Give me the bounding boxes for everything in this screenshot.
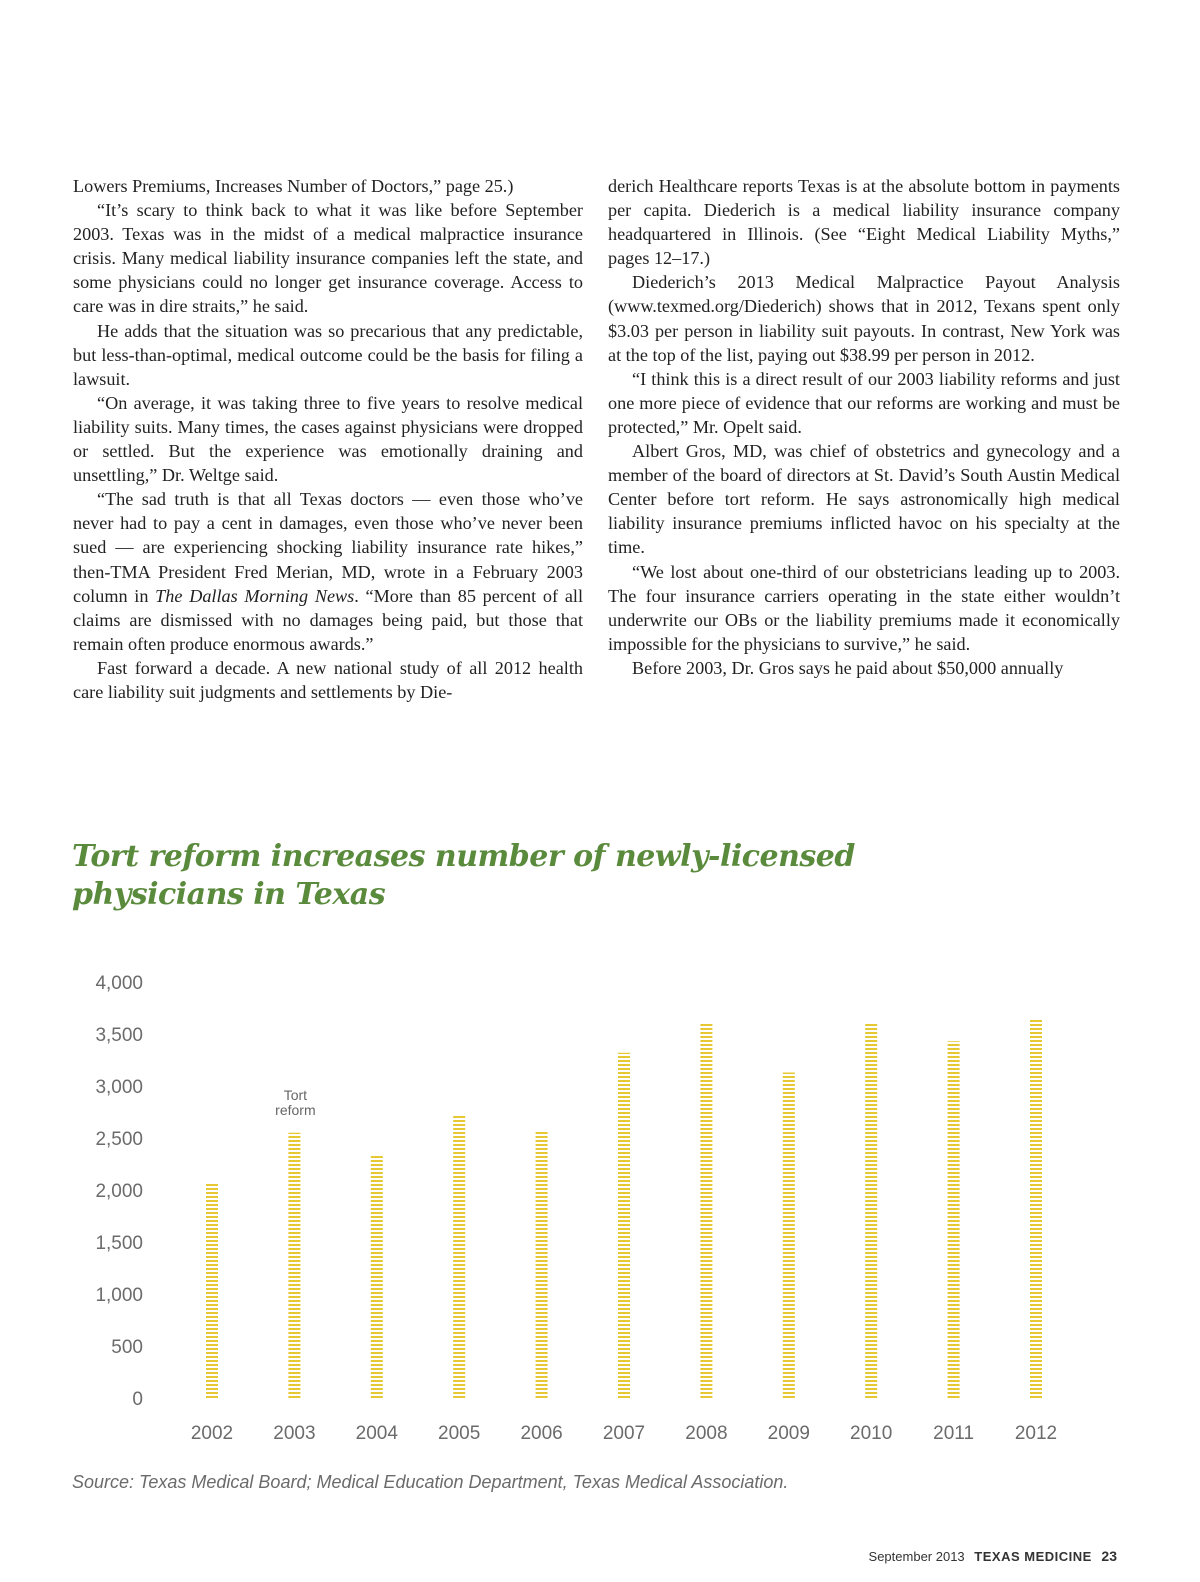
footer-magazine: TEXAS MEDICINE [974, 1549, 1092, 1564]
x-tick-label: 2008 [685, 1423, 728, 1444]
x-tick-label: 2002 [190, 1423, 234, 1444]
article-paragraph: derich Healthcare reports Texas is at the absolute bottom in payments per capita. Diederich is a medical liability insurance company headquartered in Illinois. (See “Eight Medical Liability Myths,” pages 12–17.) [608, 176, 1120, 269]
article-paragraph: Diederich’s 2013 Medical Malpractice Payout Analysis (www.texmed.org/Diederich) shows that in 2012, Texans spent only $3.03 per person in liability suit payouts. In contrast, New York was at the top of the list, paying out $38.99 per person in 2012. [608, 272, 1120, 365]
publication-title: The Dallas Morning News [155, 585, 355, 606]
y-tick-label: 3,500 [95, 1025, 143, 1046]
x-tick-label: 2007 [602, 1423, 646, 1444]
page-footer [869, 1548, 1117, 1564]
y-tick-label: 1,500 [95, 1233, 143, 1254]
chart-title: Tort reform increases number of newly-licensed physicians in Texas [72, 839, 855, 912]
y-tick-label: 0 [132, 1389, 143, 1410]
x-tick-label: 2010 [850, 1423, 893, 1444]
article-paragraph: He adds that the situation was so precarious that any predictable, but less-than-optimal, medical outcome could be the basis for filing a lawsuit. [73, 320, 583, 389]
tort-reform-annotation: Tort [283, 1086, 308, 1103]
article-paragraph: “On average, it was taking three to five years to resolve medical liability suits. Many times, the cases against physicians were dropped or settled. But the experience was emotionally draining and unsettling,” Dr. Weltge said. [73, 392, 583, 486]
chart-source: Source: Texas Medical Board; Medical Education Department, Texas Medical Association. [72, 1472, 789, 1492]
text-segment: . “More than 85 percent of all claims are dismissed with no damages being paid, but those that remain often produce enormous awards.” [73, 585, 583, 654]
bar-chart [0, 960, 1200, 1460]
page-number: 23 [1101, 1548, 1117, 1564]
footer-date: September 2013 [868, 1549, 965, 1564]
x-tick-label: 2003 [273, 1423, 316, 1444]
article-paragraph: Lowers Premiums, Increases Number of Doctors,” page 25.) [73, 176, 514, 196]
x-tick-label: 2004 [355, 1423, 398, 1444]
y-tick-label: 2,000 [95, 1181, 143, 1202]
article-paragraph: “It’s scary to think back to what it was like before September 2003. Texas was in the midst of a medical malpractice insurance crisis. Many medical liability insurance companies left the state, and some physicians could no longer get insurance coverage. Access to care was in dire straits,” he said. [73, 200, 583, 317]
article-paragraph: Fast forward a decade. A new national study of all 2012 health care liability suit judgments and settlements by Die- [73, 657, 583, 702]
text-segment: “The sad truth is that all Texas doctors — even those who’ve never had to pay a cent in damages, even those who’ve never been sued — are experiencing shocking liability insurance rate hikes,” then-TMA President Fred Merian, MD, wrote in a February 2003 column in [73, 489, 583, 606]
x-tick-label: 2012 [1014, 1423, 1058, 1444]
article-paragraph [73, 487, 583, 656]
article-column-right [608, 174, 1120, 680]
y-tick-label: 3,000 [95, 1077, 143, 1098]
y-tick-label: 500 [111, 1337, 143, 1358]
article-paragraph: Albert Gros, MD, was chief of obstetrics and gynecology and a member of the board of directors at St. David’s South Austin Medical Center before tort reform. He says astronomically high medical liability insurance premiums inflicted havoc on his specialty at the time. [608, 441, 1120, 558]
article-paragraph: “I think this is a direct result of our 2003 liability reforms and just one more piece of evidence that our reforms are working and must be protected,” Mr. Opelt said. [608, 368, 1120, 437]
y-tick-label: 1,000 [95, 1285, 143, 1306]
article-paragraph: Before 2003, Dr. Gros says he paid about $50,000 annually [632, 657, 1064, 678]
article-paragraph: “We lost about one-third of our obstetricians leading up to 2003. The four insurance carriers operating in the state either wouldn’t underwrite our OBs or the liability premiums made it economically impossible for the physicians to survive,” he said. [608, 561, 1120, 654]
y-tick-label: 4,000 [95, 973, 143, 994]
x-tick-label: 2005 [438, 1423, 481, 1444]
x-tick-label: 2011 [933, 1423, 975, 1444]
x-tick-label: 2006 [520, 1423, 563, 1444]
y-tick-label: 2,500 [95, 1129, 143, 1150]
tort-reform-annotation: reform [275, 1101, 316, 1118]
x-tick-label: 2009 [767, 1423, 810, 1444]
article-column-left [73, 174, 583, 704]
